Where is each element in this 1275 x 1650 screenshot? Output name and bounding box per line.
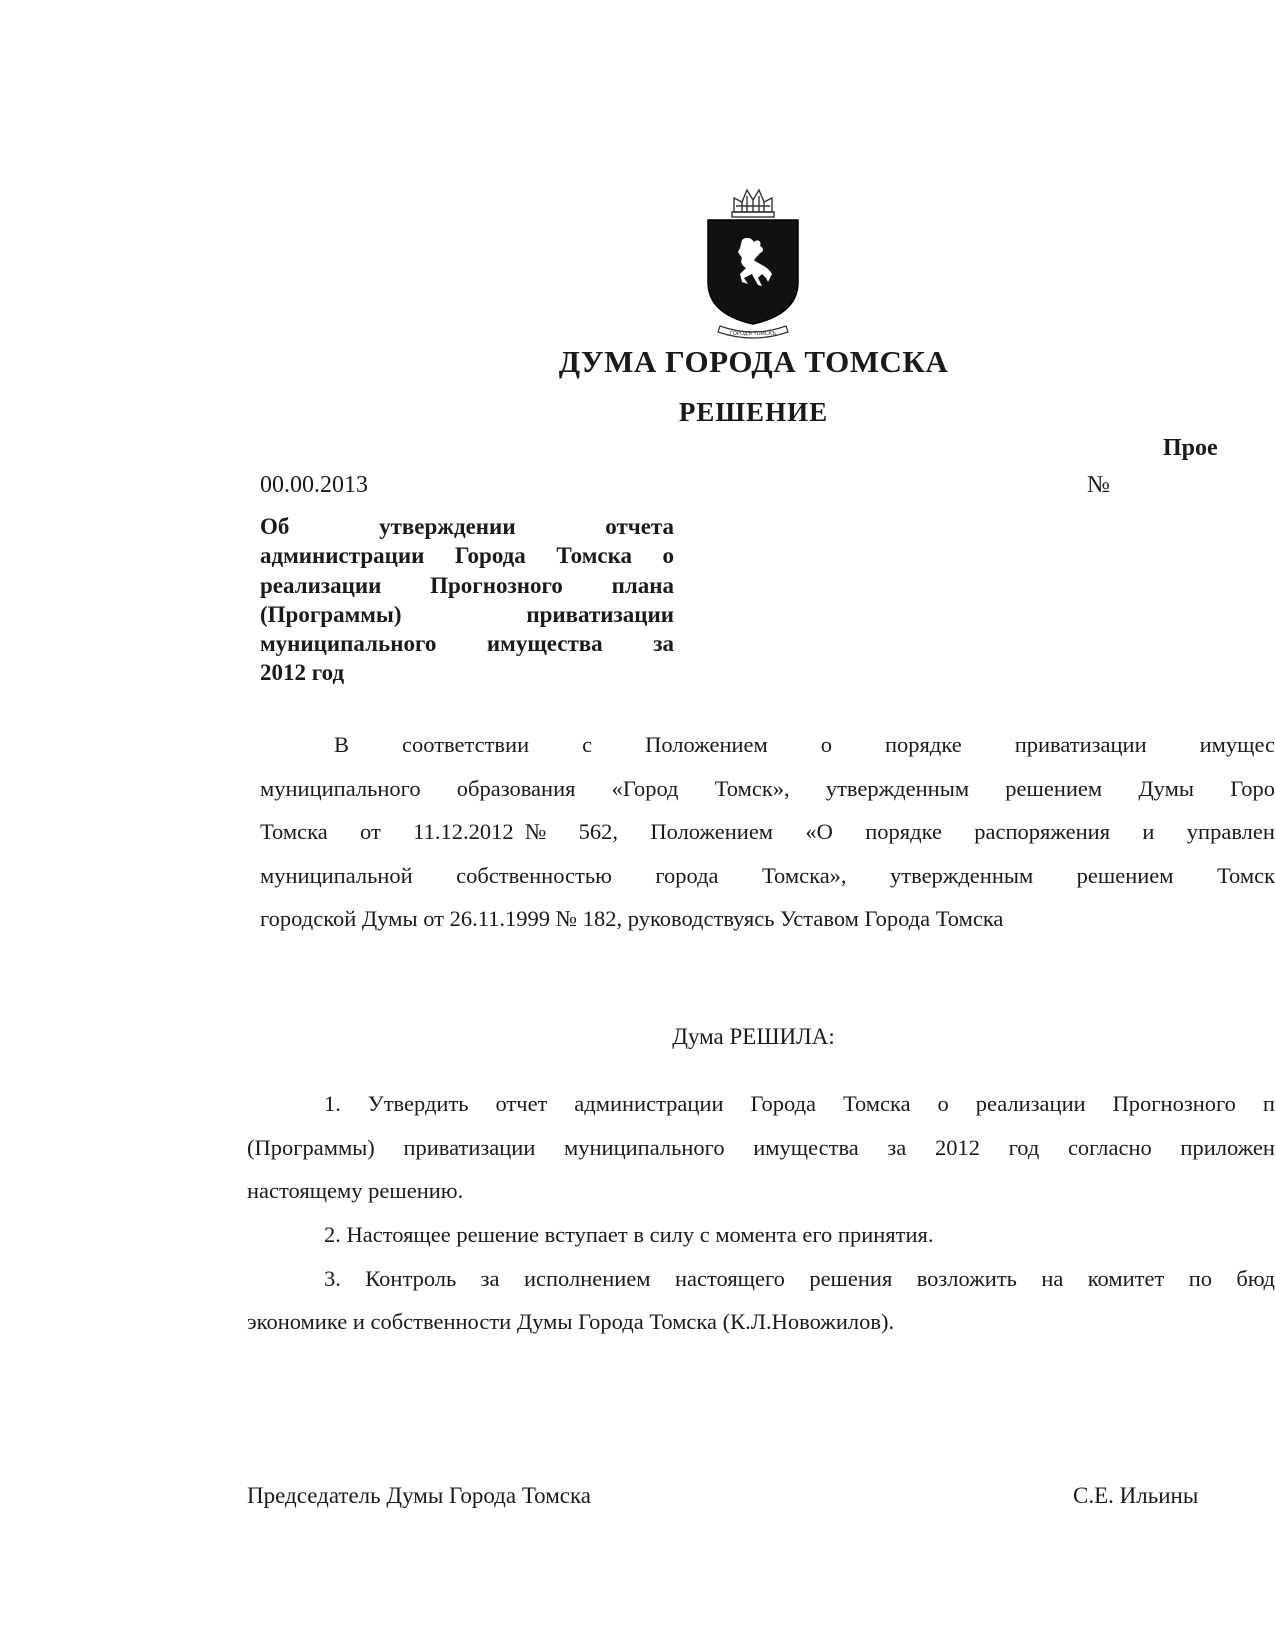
preamble-line: городской Думы от 26.11.1999 № 182, руководствуясь Уставом Города Томска	[260, 906, 1004, 931]
item-3-line: экономике и собственности Думы Города Томска (К.Л.Новожилов).	[247, 1309, 895, 1334]
item-2-line: 2. Настоящее решение вступает в силу с момента его принятия.	[324, 1222, 934, 1247]
word: отчет	[495, 1091, 548, 1116]
signatory-role: Председатель Думы Города Томска	[247, 1483, 592, 1508]
word: Томск	[1216, 863, 1275, 888]
item-1-line	[324, 1089, 1275, 1119]
word: порядке	[865, 819, 942, 844]
word: Томска	[260, 819, 328, 844]
word: за	[887, 1135, 907, 1160]
word: от	[360, 819, 381, 844]
word: города	[655, 863, 719, 888]
word: и	[1142, 819, 1155, 844]
subject-line: администрации Города Томска о	[260, 543, 674, 569]
word: распоряжения	[974, 819, 1111, 844]
word: комитет	[1087, 1266, 1165, 1291]
word: реализации	[975, 1091, 1086, 1116]
word: собственностью	[456, 863, 612, 888]
document-subject	[260, 512, 674, 688]
word: 11.12.2012 №	[413, 819, 547, 844]
word: согласно	[1067, 1135, 1152, 1160]
subject-line: муниципального имущества за	[260, 631, 674, 657]
preamble-line	[260, 817, 1275, 847]
word: Прогнозного	[1112, 1091, 1236, 1116]
word: с	[582, 732, 593, 757]
item-3-line	[324, 1264, 1275, 1294]
subject-line: 2012 год	[260, 660, 345, 686]
word: на	[1041, 1266, 1064, 1291]
word: имущества	[753, 1135, 859, 1160]
item-1-line: настоящему решению.	[247, 1178, 464, 1203]
word: решением	[1076, 863, 1174, 888]
word: «О	[805, 819, 833, 844]
word: утвержденным	[890, 863, 1034, 888]
subject-line: Об утверждении отчета	[260, 514, 674, 539]
document-number: №	[1087, 472, 1110, 498]
word: муниципального	[260, 776, 421, 801]
word: приватизации	[1014, 732, 1147, 757]
word: решения	[809, 1266, 893, 1291]
word: за	[480, 1266, 500, 1291]
preamble-line	[334, 730, 1275, 760]
preamble-line	[260, 861, 1275, 891]
word: муниципальной	[260, 863, 413, 888]
word: Томска	[842, 1091, 911, 1116]
word: п	[1262, 1091, 1275, 1116]
word: порядке	[885, 732, 962, 757]
coat-of-arms-icon	[702, 182, 804, 350]
word: утвержденным	[825, 776, 970, 801]
document-type: РЕШЕНИЕ	[678, 397, 829, 427]
word: Положением	[650, 819, 774, 844]
word: год	[1008, 1135, 1040, 1160]
word: Утвердить	[367, 1091, 469, 1116]
word: 2012	[934, 1135, 980, 1160]
preamble-line	[260, 774, 1275, 804]
word: о	[820, 732, 833, 757]
word: приватизации	[403, 1135, 536, 1160]
word: Думы	[1138, 776, 1194, 801]
word: В	[334, 732, 350, 757]
word: 3.	[324, 1266, 341, 1291]
signatory-name: С.Е. Ильины	[1073, 1483, 1199, 1508]
word: администрации	[574, 1091, 724, 1116]
organization-title: ДУМА ГОРОДА ТОМСКА	[558, 344, 949, 379]
subject-line: (Программы) приватизации	[260, 601, 674, 627]
word: муниципального	[564, 1135, 725, 1160]
word: бюд	[1236, 1266, 1275, 1291]
emblem-ribbon-text: ГОРОДЪ ТОМСКЪ	[729, 331, 777, 337]
word: 562,	[578, 819, 619, 844]
word: Томска»,	[762, 863, 847, 888]
word: имущес	[1199, 732, 1275, 757]
resolution-heading: Дума РЕШИЛА:	[672, 1024, 835, 1049]
word: настоящего	[674, 1266, 785, 1291]
word: исполнением	[523, 1266, 651, 1291]
subject-line: реализации Прогнозного плана	[260, 572, 674, 598]
document-date: 00.00.2013	[260, 472, 368, 498]
word: Города	[750, 1091, 817, 1116]
word: «Город	[611, 776, 679, 801]
word: 1.	[324, 1091, 341, 1116]
word: о	[937, 1091, 949, 1116]
word: Томск»,	[714, 776, 790, 801]
word: по	[1188, 1266, 1213, 1291]
word: соответствии	[402, 732, 530, 757]
word: решением	[1005, 776, 1103, 801]
word: образования	[456, 776, 576, 801]
word: управлен	[1186, 819, 1275, 844]
word: Контроль	[365, 1266, 457, 1291]
word: (Программы)	[247, 1135, 375, 1160]
word: возложить	[916, 1266, 1017, 1291]
draft-label: Прое	[1163, 435, 1218, 461]
word: Горо	[1230, 776, 1275, 801]
word: Положением	[645, 732, 768, 757]
item-1-line	[247, 1133, 1275, 1163]
word: приложен	[1180, 1135, 1275, 1160]
